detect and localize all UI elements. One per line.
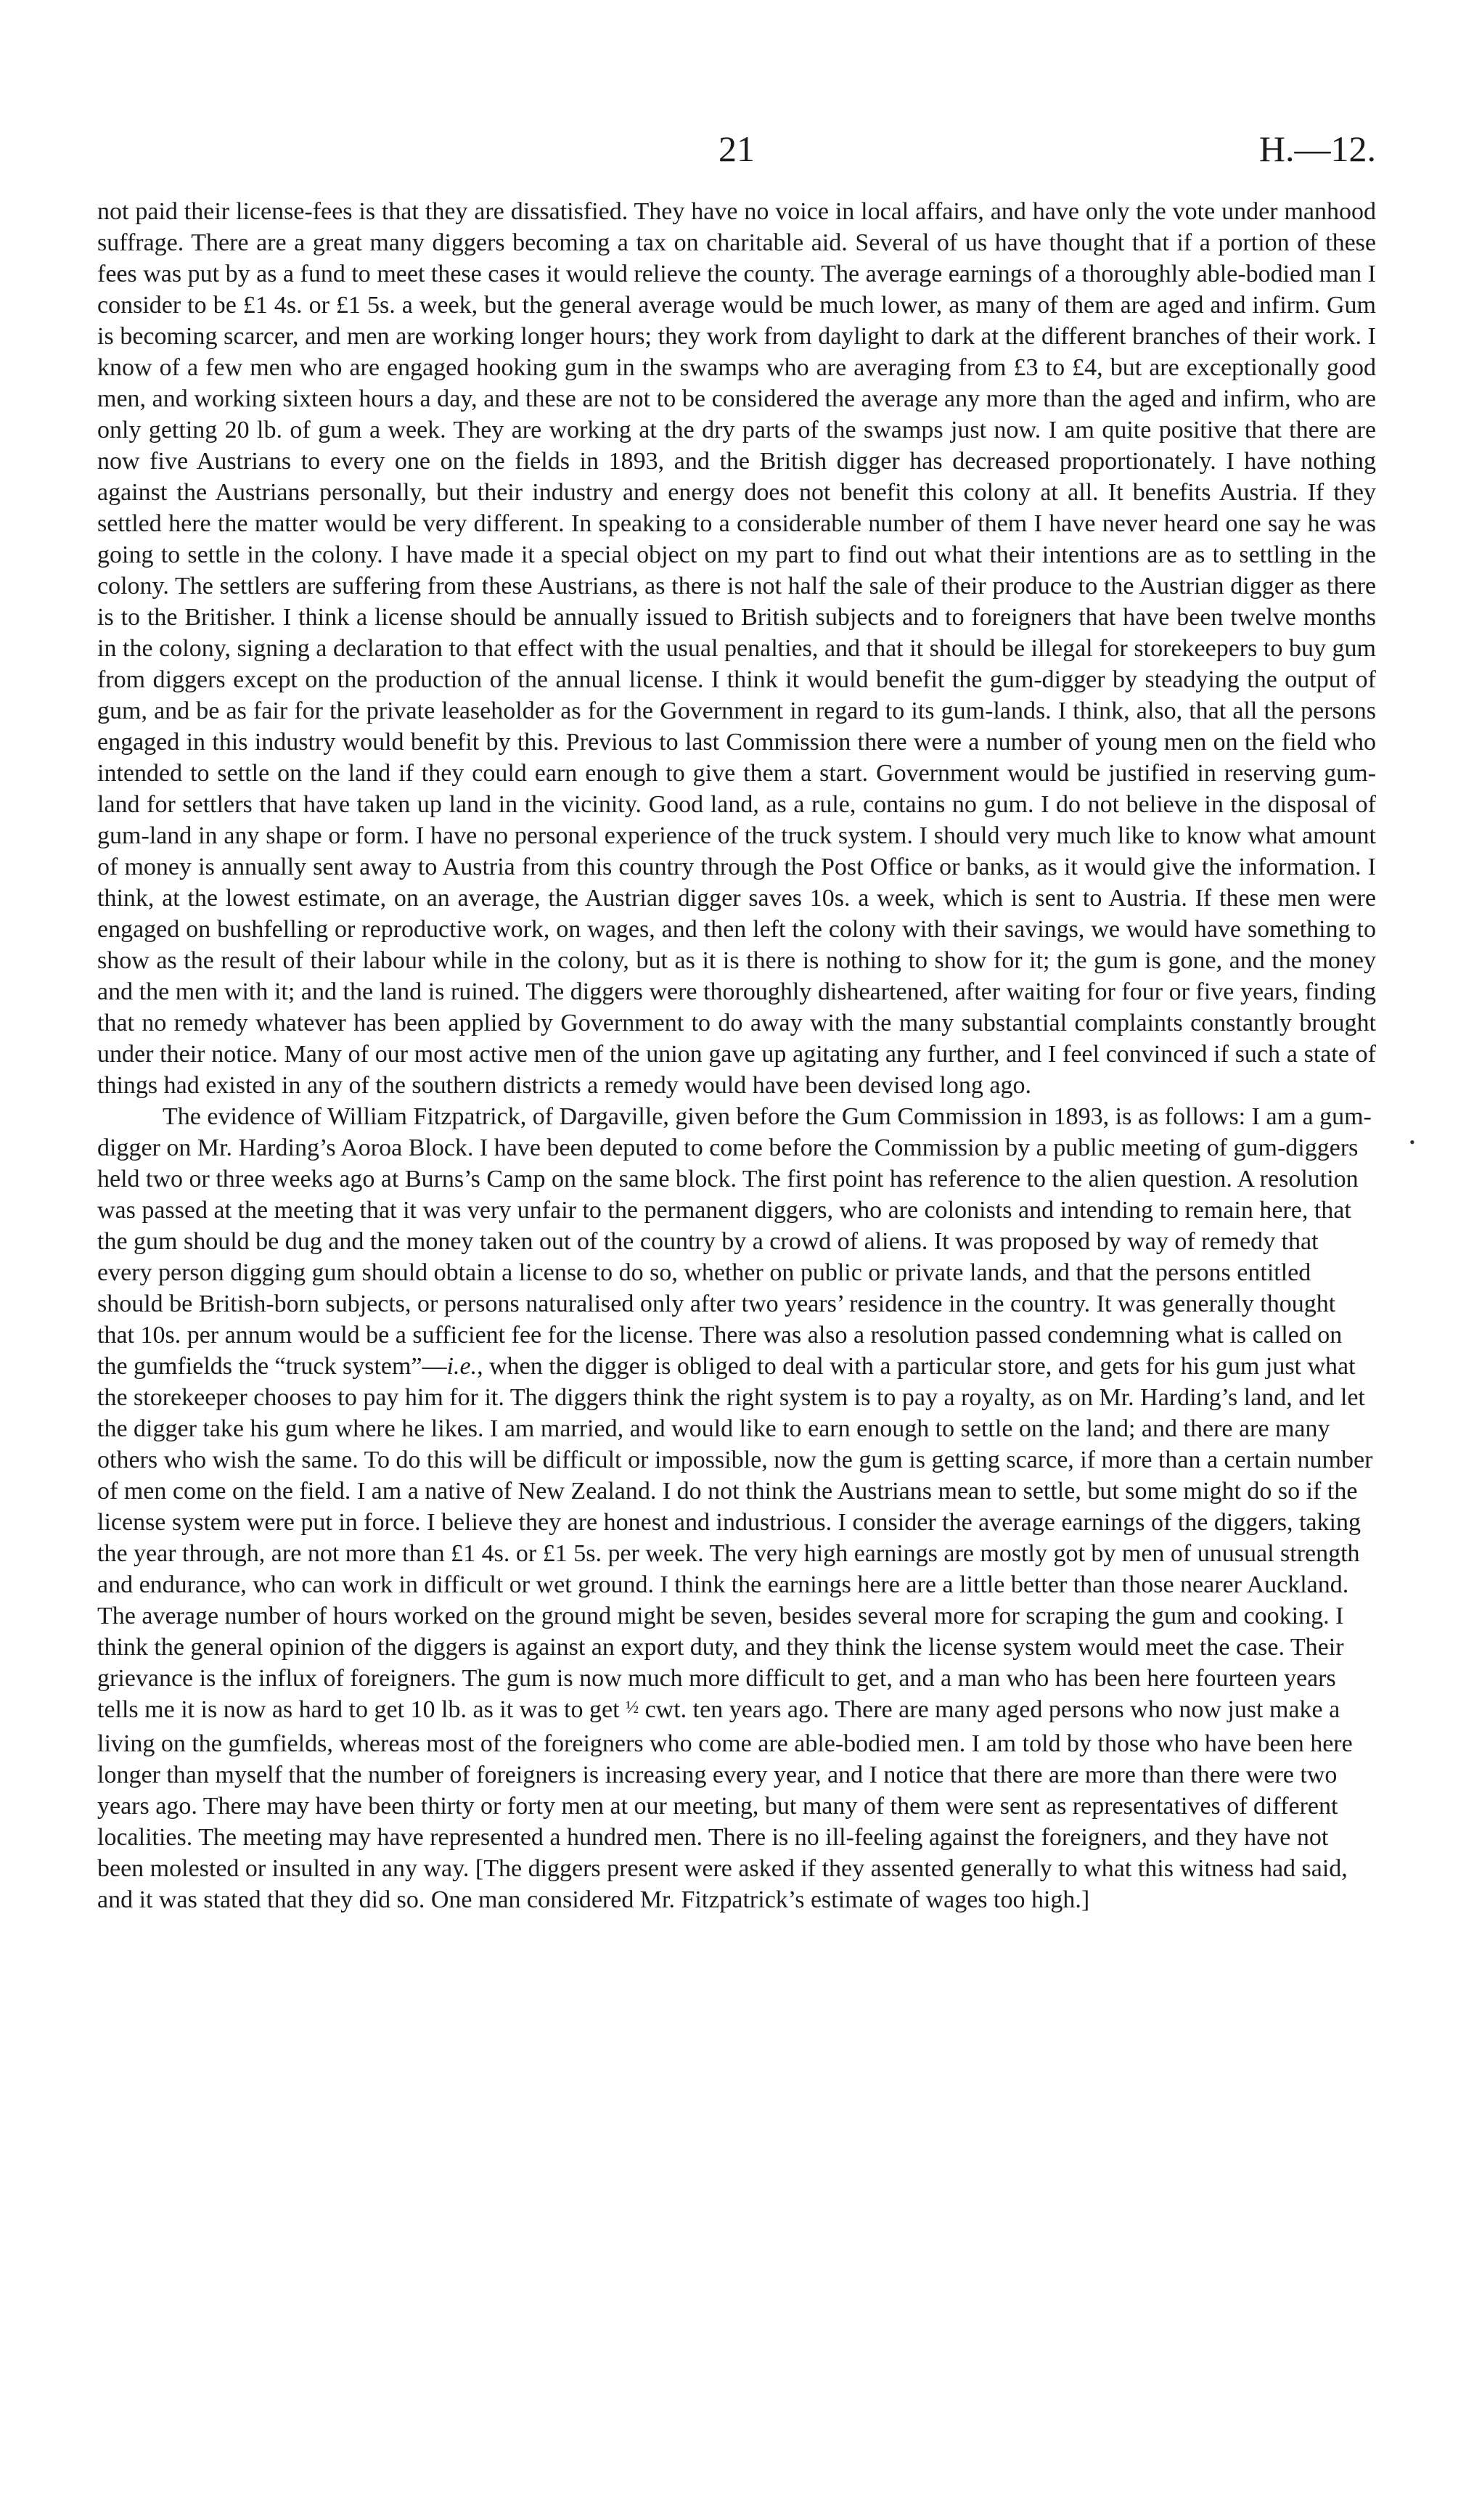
paragraph-continuation: not paid their license-fees is that they are dissatisfied. They have no voice in local affairs, and have only the vote under manhood suffrage. There are a great many diggers becoming a tax on charitable aid. Several of us have thought that if a portion of these fees was put by as a fund to meet these cases it would relieve the county. The average earnings of a thoroughly able-bodied man I consider to be £1 4s. or £1 5s. a week, but the general average would be much lower, as many of them are aged and infirm. Gum is becoming scarcer, and men are working longer hours; they work from daylight to dark at the different branches of their work. I know of a few men who are engaged hooking gum in the swamps who are averaging from £3 to £4, but are exceptionally good men, and working sixteen hours a day, and these are not to be considered the average any more than the aged and infirm, who are only getting 20 lb. of gum a week. They are working at the dry parts of the swamps just now. I am quite positive that there are now five Austrians to every one on the fields in 1893, and the British digger has decreased proportionately. I have nothing against the Austrians personally, but their industry and energy does not benefit this colony at all. It benefits Austria. If they settled here the matter would be very different. In speaking to a considerable number of them I have never heard one say he was going to settle in the colony. I have made it a special object on my part to find out what their intentions are as to settling in the colony. The settlers are suffering from these Austrians, as there is not half the sale of their produce to the Austrian digger as there is to the Britisher. I think a license should be annually issued to British subjects and to foreigners that have been twelve months in the colony, signing a declaration to that effect with the usual penalties, and that it should be illegal for storekeepers to buy gum from diggers except on the production of the annual license. I think it would benefit the gum-digger by steadying the output of gum, and be as fair for the private leaseholder as for the Government in regard to its gum-lands. I think, also, that all the persons engaged in this industry would benefit by this. Previous to last Commission there were a number of young men on the field who intended to settle on the land if they could earn enough to give them a start. Government would be justified in reserving gum-land for settlers that have taken up land in the vicinity. Good land, as a rule, contains no gum. I do not believe in the disposal of gum-land in any shape or form. I have no personal experience of the truck system. I should very much like to know what amount of money is annually sent away to Austria from this country through the Post Office or banks, as it would give the information. I think, at the lowest estimate, on an average, the Austrian digger saves 10s. a week, which is sent to Austria. If these men were engaged on bushfelling or reproductive work, on wages, and then left the colony with their savings, we would have something to show as the result of their labour while in the colony, but as it is there is nothing to show for it; the gum is gone, and the money and the men with it; and the land is ruined. The diggers were thoroughly disheartened, after waiting for four or five years, finding that no remedy whatever has been applied by Government to do away with the many substantial complaints constantly brought under their notice. Many of our most active men of the union gave up agitating any further, and I feel convinced if such a state of things had existed in any of the southern districts a remedy would have been devised long ago.	[97, 198, 1376, 1099]
stray-dot-mark: •	[1409, 1133, 1415, 1151]
fraction-half: ½	[626, 1698, 639, 1717]
page-number: 21	[718, 128, 755, 169]
paragraph-fitzpatrick-evidence	[97, 1101, 1376, 1915]
report-code: H.—12.	[1258, 128, 1376, 169]
paragraph-fitzpatrick-part-1: The evidence of William Fitzpatrick, of Dargaville, given before the Gum Commission in 1893, is as follows: I am a gum-digger on Mr. Harding’s Aoroa Block. I have been deputed to come before the Commission by a public meeting of gum-diggers held two or three weeks ago at Burns’s Camp on the same block. The first point has reference to the alien question. A resolution was passed at the meeting that it was very unfair to the permanent diggers, who are colonists and intending to remain here, that the gum should be dug and the money taken out of the country by a crowd of aliens. It was proposed by way of remedy that every person digging gum should obtain a license to do so, whether on public or private lands, and that the persons entitled should be British-born subjects, or persons naturalised only after two years’ residence in the country. It was generally thought that 10s. per annum would be a sufficient fee for the license. There was also a resolution passed condemning what is called on the gumfields the “truck system”—	[97, 1103, 1372, 1380]
italic-ie: i.e.	[446, 1353, 478, 1380]
body-text	[97, 196, 1376, 1915]
paragraph-fitzpatrick-part-3: cwt. ten years ago. There are many aged persons who now just make a living on the gumfields, whereas most of the foreigners who come are able-bodied men. I am told by those who have been here longer than myself that the number of foreigners is increasing every year, and I notice that there are more than there were two years ago. There may have been thirty or forty men at our meeting, but many of them were sent as representatives of different localities. The meeting may have represented a hundred men. There is no ill-feeling against the foreigners, and they have not been molested or insulted in any way. [The diggers present were asked if they assented generally to what this witness had said, and it was stated that they did so. One man considered Mr. Fitzpatrick’s estimate of wages too high.]	[97, 1696, 1353, 1913]
page-header	[97, 123, 1376, 174]
paragraph-fitzpatrick-part-2: , when the digger is obliged to deal with a particular store, and gets for his gum just what the storekeeper chooses to pay him for it. The diggers think the right system is to pay a royalty, as on Mr. Harding’s land, and let the digger take his gum where he likes. I am married, and would like to earn enough to settle on the land; and there are many others who wish the same. To do this will be difficult or impossible, now the gum is getting scarce, if more than a certain number of men come on the field. I am a native of New Zealand. I do not think the Austrians mean to settle, but some might do so if the license system were put in force. I believe they are honest and industrious. I consider the average earnings of the diggers, taking the year through, are not more than £1 4s. or £1 5s. per week. The very high earnings are mostly got by men of unusual strength and endurance, who can work in difficult or wet ground. I think the earnings here are a little better than those nearer Auckland. The average number of hours worked on the ground might be seven, besides several more for scraping the gum and cooking. I think the general opinion of the diggers is against an export duty, and they think the license system would meet the case. Their grievance is the influx of foreigners. The gum is now much more difficult to get, and a man who has been here fourteen years tells me it is now as hard to get 10 lb. as it was to get	[97, 1353, 1373, 1723]
